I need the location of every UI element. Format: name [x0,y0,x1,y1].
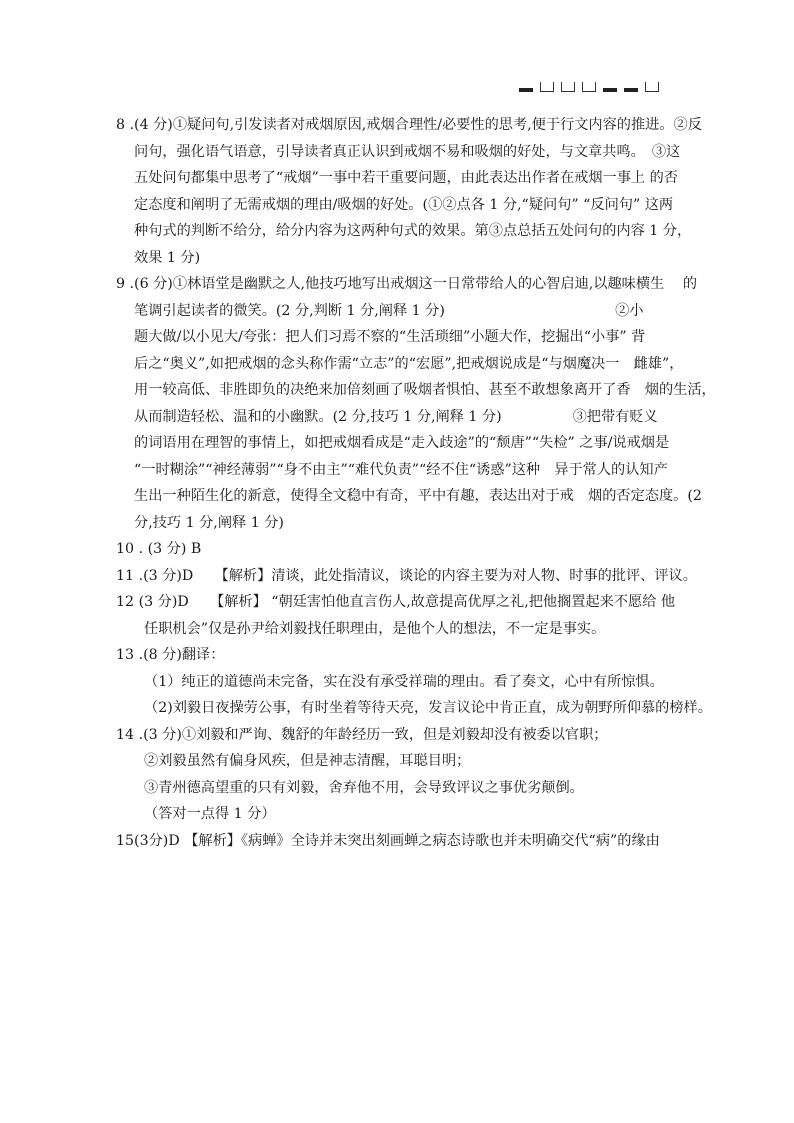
text-line: （答对一点得 1 分） [144,806,276,822]
text-line: 定态度和阐明了无需戒烟的理由/吸烟的好处。(①②点各 1 分,“疑问句” “反问句” 这两 [134,196,674,213]
text-line: 11 .(3 分)D 【解析】清谈，此处指清议，谈论的内容主要为对人物、时事的批评、评议。 [116,567,697,584]
text-line: “一时糊涂”“神经薄弱”“身不由主”“难代负责”“经不住“诱惑”这种 异于常人的认知产 [134,461,668,478]
text-line: 题大做/以小见大/夸张：把人们习焉不察的“生活琐细”小题大作，挖掘出“小事” 背 [134,329,646,345]
header-mark [582,82,596,92]
text-line: 五处问句都集中思考了“戒烟”一事中若干重要问题，由此表达出作者在戒烟一事上 的否 [134,170,678,186]
text-line: 任职机会”仅是孙尹给刘毅找任职理由，是他个人的想法，不一定是事实。 [144,620,606,637]
header-mark [624,88,638,92]
header-mark [540,82,554,92]
header-marks [519,82,659,92]
text-line: 生出一种陌生化的新意，使得全文稳中有奇，平中有趣，表达出对于戒 烟的否定态度。(2 [134,488,702,504]
header-mark [561,82,575,92]
text-line: 从而制造轻松、温和的小幽默。(2 分,技巧 1 分,阐释 1 分) ③把带有贬义 [134,408,658,425]
text-line: 12 (3 分)D 【解析】 “朝廷害怕他直言伤人,故意提高优厚之礼,把他搁置起来不愿给 他 [116,594,676,610]
text-line: 分,技巧 1 分,阐释 1 分) [134,514,284,531]
text-line: 后之“奥义”,如把戒烟的念头称作需“立志”的“宏愿”,把戒烟说成是“与烟魔决一 雌雄”， [134,355,684,372]
text-line: 15(3分)D 【解析】《病蝉》全诗并未突出刻画蝉之病态诗歌也并未明确交代“病”的缘由 [116,832,660,849]
text-line: 问句，强化语气语意，引导读者真正认识到戒烟不易和吸烟的好处，与文章共鸣。 ③这 [134,143,681,160]
text-line: 14 .(3 分)①刘毅和严询、魏舒的年龄经历一致，但是刘毅却没有被委以官职； [116,726,608,743]
answer-key-body [116,112,716,854]
header-mark [603,88,617,92]
header-mark [519,88,533,92]
text-line: 8 .(4 分)①疑问句,引发读者对戒烟原因,戒烟合理性/必要性的思考,便于行文内容的推进。②反 [116,117,702,133]
text-line: 10 . (3 分) B [116,541,202,557]
text-line: 的词语用在理智的事情上，如把戒烟看成是“走入歧途”的“颓唐”“失检” 之事/说戒烟是 [134,435,670,451]
text-line: （2)刘毅日夜操劳公事，有时坐着等待天亮，发言议论中肯正直，成为朝野所仰慕的榜样。 [144,700,712,716]
text-line: （1）纯正的道德尚未完备，实在没有承受祥瑞的理由。看了奏文，心中有所惊惧。 [144,673,664,690]
text-line: ③青州德高望重的只有刘毅，舍弃他不用，会导致评议之事优劣颠倒。 [144,779,584,796]
text-line: 用一较高低、非胜即负的决绝来加倍刻画了吸烟者惧怕、甚至不敢想象离开了香 烟的生活， [134,382,716,398]
text-line: ②刘毅虽然有偏身风疾，但是神志清醒，耳聪目明； [144,753,471,769]
text-line: 13 .(8 分)翻译： [116,647,225,663]
text-line: 效果 1 分) [134,249,201,266]
header-mark [645,82,659,92]
text-line: 笔调引起读者的微笑。(2 分,判断 1 分,阐释 1 分) ②小 [134,302,644,319]
text-line: 9 .(6 分)①林语堂是幽默之人,他技巧地写出戒烟这一日常带给人的心智启迪,以趣味横生 的 [116,276,698,292]
text-line: 种句式的判断不给分，给分内容为这两种句式的效果。第③点总括五处问句的内容 1 分， [134,223,692,239]
